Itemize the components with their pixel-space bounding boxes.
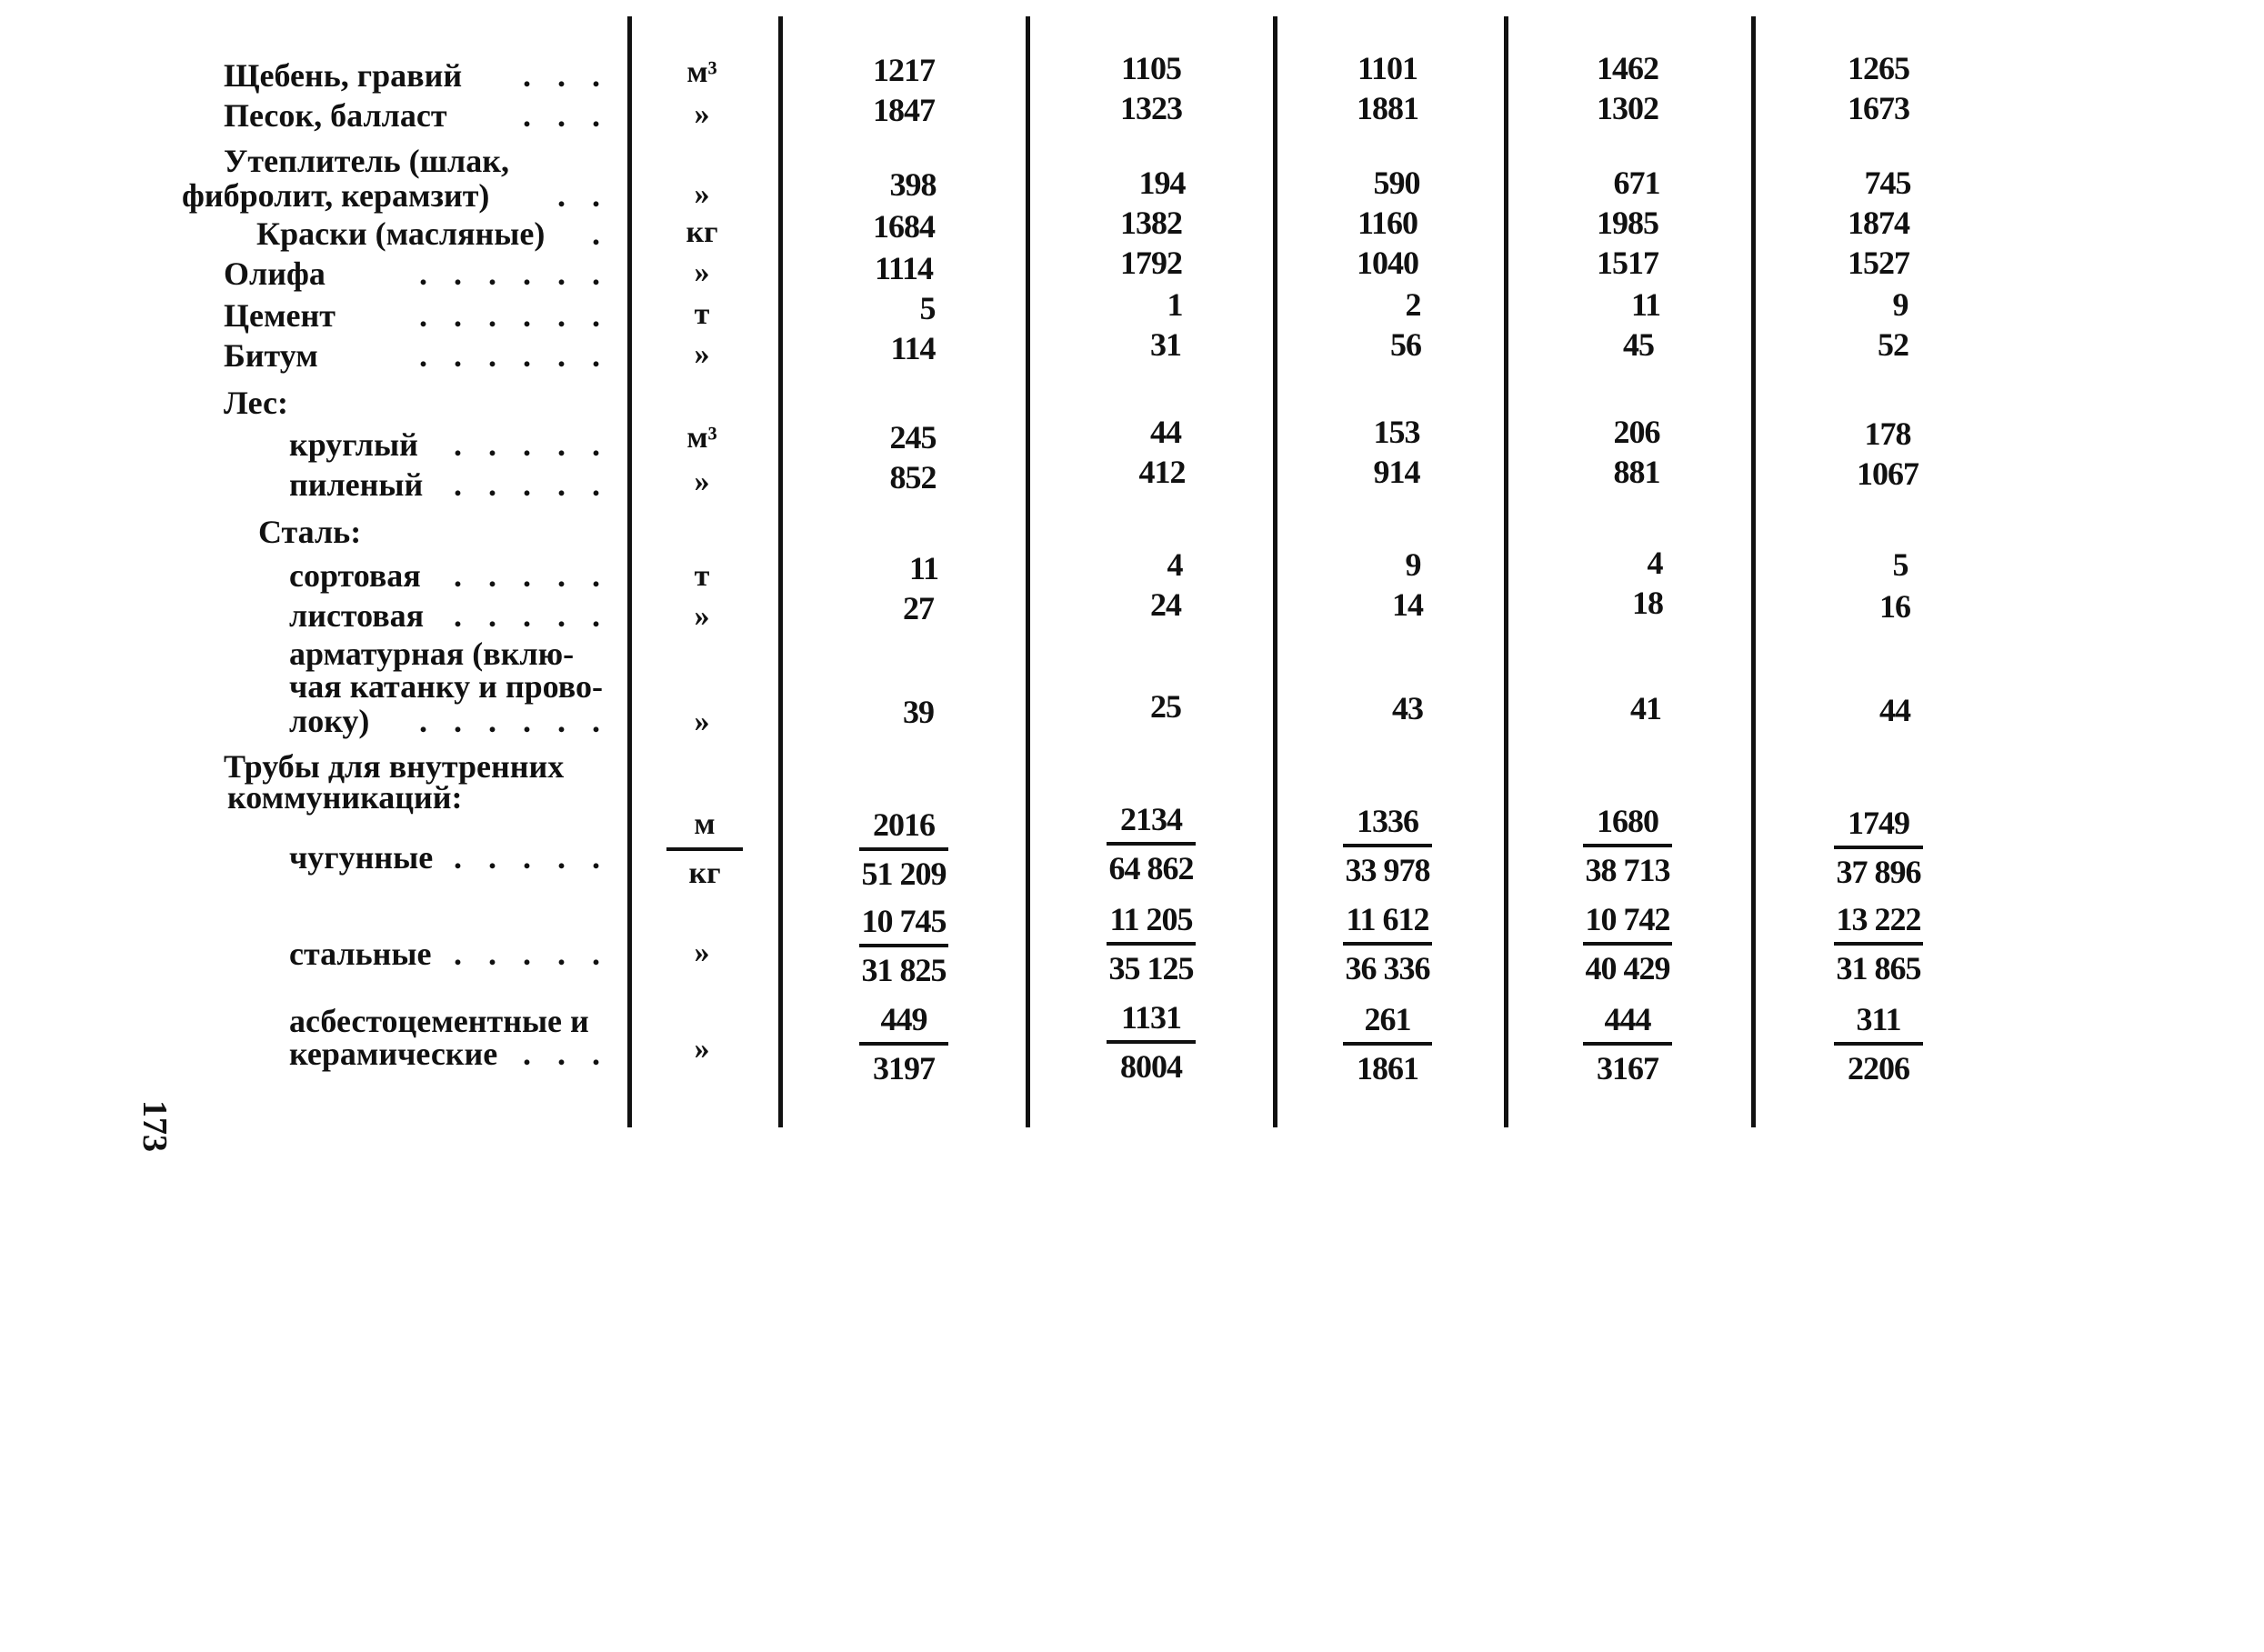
page-number: 173: [135, 1100, 174, 1152]
row-value: 1217: [873, 52, 935, 88]
row-value: 27: [903, 590, 934, 626]
row-value: 31: [1150, 326, 1181, 363]
column-rule-2: [778, 16, 783, 1127]
row-unit: »: [694, 97, 710, 131]
row-value: 1105: [1120, 50, 1181, 86]
row-value: 1517: [1597, 245, 1658, 281]
fraction-value: 261 1861: [1315, 1000, 1460, 1087]
row-value: 1265: [1848, 50, 1909, 86]
row-value: 1847: [873, 92, 935, 128]
row-value: 1101: [1357, 50, 1418, 86]
fraction-bar: [666, 847, 743, 851]
row-label: Битум . . . . . .: [224, 337, 609, 374]
row-value: 52: [1878, 326, 1908, 363]
row-unit: »: [694, 705, 710, 738]
column-rule-5: [1504, 16, 1508, 1127]
row-label: Цемент . . . . . .: [224, 297, 609, 334]
column-rule-6: [1751, 16, 1756, 1127]
row-value: 745: [1864, 165, 1911, 201]
fraction-value: 11 612 36 336: [1315, 900, 1460, 987]
row-value: 1874: [1848, 205, 1909, 241]
row-value: 25: [1150, 688, 1181, 725]
row-value: 114: [890, 330, 936, 366]
row-unit: »: [694, 1032, 710, 1066]
fraction-value: 1131 8004: [1078, 998, 1224, 1086]
row-unit: м³: [686, 421, 717, 455]
row-value: 24: [1150, 586, 1181, 623]
row-unit: »: [694, 599, 710, 633]
row-label: арматурная (вклю-: [289, 636, 575, 672]
group-heading: Трубы для внутренних: [224, 748, 565, 785]
row-value: 1527: [1848, 245, 1909, 281]
fraction-value: 11 205 35 125: [1078, 900, 1224, 987]
fraction-value: 311 2206: [1806, 1000, 1951, 1087]
row-unit: »: [694, 337, 710, 371]
row-value: 9: [1892, 286, 1908, 323]
row-value: 1792: [1120, 245, 1182, 281]
row-value: 14: [1392, 586, 1423, 623]
fraction-value: 444 3167: [1555, 1000, 1700, 1087]
row-value: 206: [1613, 414, 1660, 450]
row-value: 1040: [1357, 245, 1418, 281]
row-label: асбестоцементные и: [289, 1003, 589, 1039]
row-label: Утеплитель (шлак,: [224, 143, 509, 179]
row-label: листовая . . . . .: [289, 597, 609, 634]
row-value: 671: [1613, 165, 1660, 201]
row-value: 4: [1167, 546, 1183, 583]
row-value: 2: [1405, 286, 1421, 323]
row-label: чая катанку и прово-: [289, 668, 603, 705]
row-value: 245: [889, 419, 937, 456]
row-value: 1: [1167, 286, 1183, 323]
column-rule-3: [1026, 16, 1030, 1127]
group-heading: коммуникаций:: [227, 779, 463, 816]
row-value: 44: [1150, 414, 1181, 450]
fraction-value: 2016 51 209: [831, 806, 977, 893]
row-label: пиленый . . . . .: [289, 466, 609, 503]
row-unit-fraction: [664, 806, 746, 893]
fraction-value: 1680 38 713: [1555, 802, 1700, 889]
row-value: 1382: [1120, 205, 1182, 241]
row-value: 1323: [1120, 90, 1182, 126]
row-value: 1881: [1357, 90, 1418, 126]
row-label: Краски (масляные) .: [256, 215, 609, 252]
row-value: 43: [1392, 690, 1423, 726]
fraction-value: 10 742 40 429: [1555, 900, 1700, 987]
row-label: стальные . . . . .: [289, 936, 609, 972]
row-value: 1302: [1597, 90, 1658, 126]
row-label: керамические . . .: [289, 1036, 609, 1072]
row-value: 56: [1390, 326, 1421, 363]
fraction-value: 2134 64 862: [1078, 800, 1224, 887]
row-unit: т: [694, 559, 710, 593]
row-value: 1985: [1597, 205, 1658, 241]
row-label: Песок, балласт . . .: [224, 97, 609, 134]
row-value: 5: [1892, 546, 1908, 583]
row-unit: »: [694, 255, 710, 289]
row-value: 1673: [1848, 90, 1909, 126]
row-value: 914: [1373, 454, 1420, 490]
row-value: 1160: [1357, 205, 1418, 241]
row-label: фибролит, керамзит) . .: [182, 177, 609, 214]
row-label: чугунные . . . . .: [289, 839, 609, 876]
row-value: 4: [1647, 545, 1663, 581]
row-value: 16: [1879, 588, 1910, 625]
row-unit: »: [694, 465, 710, 498]
column-rule-1: [627, 16, 632, 1127]
group-heading: Сталь:: [258, 514, 362, 550]
row-value: 18: [1632, 585, 1663, 621]
row-value: 5: [919, 290, 936, 326]
row-value: 881: [1613, 454, 1660, 490]
row-value: 1462: [1597, 50, 1658, 86]
row-value: 590: [1373, 165, 1420, 201]
row-value: 852: [889, 459, 937, 496]
unit-numerator: м: [694, 807, 716, 841]
row-value: 194: [1138, 165, 1186, 201]
row-value: 39: [903, 694, 934, 730]
row-value: 11: [908, 550, 938, 586]
column-rule-4: [1273, 16, 1277, 1127]
row-label: круглый . . . . .: [289, 426, 609, 463]
row-unit: м³: [686, 55, 717, 89]
row-value: 44: [1879, 692, 1910, 728]
row-label: сортовая . . . . .: [289, 557, 609, 594]
fraction-value: 1749 37 896: [1806, 804, 1951, 891]
unit-denominator: кг: [688, 856, 721, 890]
fraction-value: 449 3197: [831, 1000, 977, 1087]
row-label: Щебень, гравий . . .: [224, 57, 609, 94]
row-value: 1067: [1857, 456, 1918, 492]
row-value: 9: [1405, 546, 1421, 583]
row-label: локу) . . . . . .: [289, 703, 609, 739]
row-value: 45: [1623, 326, 1654, 363]
group-heading: Лес:: [224, 385, 288, 421]
row-value: 153: [1373, 414, 1420, 450]
row-unit: »: [694, 936, 710, 969]
row-label: Олифа . . . . . .: [224, 255, 609, 292]
fraction-value: 13 222 31 865: [1806, 900, 1951, 987]
row-value: 41: [1630, 690, 1661, 726]
row-value: 1114: [874, 250, 934, 286]
fraction-value: 10 745 31 825: [831, 902, 977, 989]
row-value: 178: [1864, 416, 1911, 452]
row-unit: т: [694, 297, 710, 331]
row-unit: кг: [686, 215, 718, 249]
fraction-value: 1336 33 978: [1315, 802, 1460, 889]
row-value: 412: [1138, 454, 1186, 490]
row-value: 398: [889, 166, 937, 203]
row-value: 11: [1630, 286, 1660, 323]
row-unit: »: [694, 177, 710, 211]
row-value: 1684: [873, 208, 935, 245]
